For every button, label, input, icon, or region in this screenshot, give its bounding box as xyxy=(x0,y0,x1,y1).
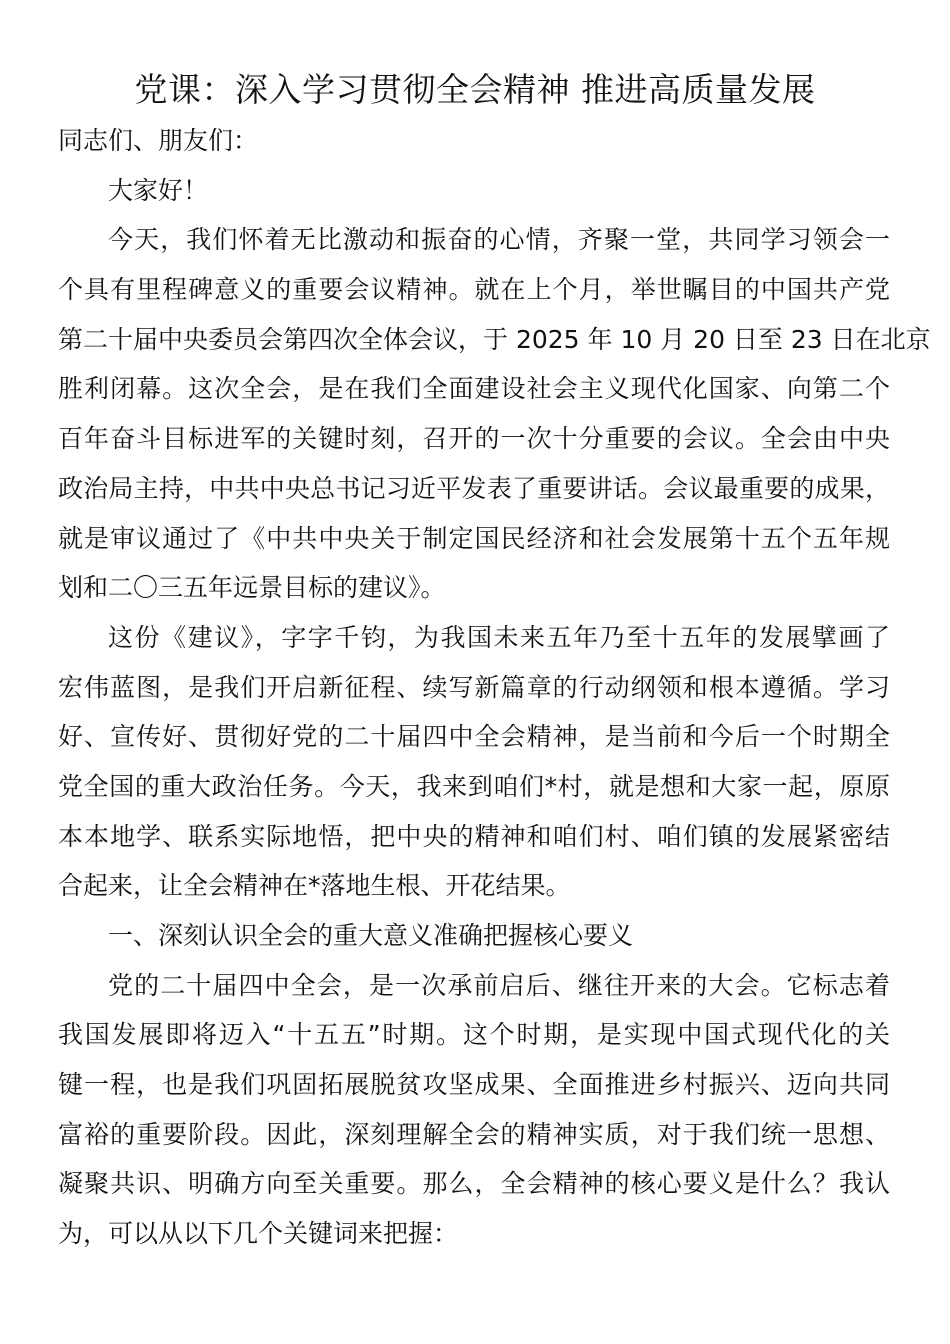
text-line: 本本地学、联系实际地悟，把中央的精神和咱们村、咱们镇的发展紧密结 xyxy=(58,821,890,851)
text-line: 政治局主持，中共中央总书记习近平发表了重要讲话。会议最重要的成果， xyxy=(58,473,890,503)
text-line: 今天，我们怀着无比激动和振奋的心情，齐聚一堂，共同学习领会一 xyxy=(108,225,890,255)
text-line: 富裕的重要阶段。因此，深刻理解全会的精神实质，对于我们统一思想、 xyxy=(58,1119,890,1149)
text-line: 就是审议通过了《中共中央关于制定国民经济和社会发展第十五个五年规 xyxy=(58,523,890,553)
document-title: 党课：深入学习贯彻全会精神 推进高质量发展 xyxy=(134,70,816,109)
text-line: 胜利闭幕。这次全会，是在我们全面建设社会主义现代化国家、向第二个 xyxy=(58,374,890,404)
text-line: 凝聚共识、明确方向至关重要。那么，全会精神的核心要义是什么？我认 xyxy=(58,1169,890,1199)
document-body xyxy=(58,116,931,1259)
salutation: 同志们、朋友们： xyxy=(58,126,259,155)
text-line: 划和二〇三五年远景目标的建议》。 xyxy=(58,573,446,603)
greeting: 大家好！ xyxy=(108,175,209,205)
text-line: 键一程，也是我们巩固拓展脱贫攻坚成果、全面推进乡村振兴、迈向共同 xyxy=(58,1070,890,1100)
text-line: 合起来，让全会精神在*落地生根、开花结果。 xyxy=(58,871,571,901)
text-line: 这份《建议》，字字千钧，为我国未来五年乃至十五年的发展擘画了 xyxy=(108,622,890,652)
text-line: 我国发展即将迈入“十五五”时期。这个时期，是实现中国式现代化的关 xyxy=(58,1020,890,1050)
section-heading: 一、深刻认识全会的重大意义准确把握核心要义 xyxy=(108,921,634,950)
paragraph-proposal xyxy=(58,613,890,911)
text-line: 党的二十届四中全会，是一次承前启后、继往开来的大会。它标志着 xyxy=(108,970,890,1000)
text-line: 党全国的重大政治任务。今天，我来到咱们*村，就是想和大家一起，原原 xyxy=(58,771,890,801)
text-line: 好、宣传好、贯彻好党的二十届四中全会精神，是当前和今后一个时期全 xyxy=(58,722,890,752)
text-line: 第二十届中央委员会第四次全体会议，于 2025 年 10 月 20 日至 23 日在北京 xyxy=(58,324,931,354)
text-line: 个具有里程碑意义的重要会议精神。就在上个月，举世瞩目的中国共产党 xyxy=(58,275,890,305)
text-line: 为，可以从以下几个关键词来把握： xyxy=(58,1219,459,1249)
text-line: 百年奋斗目标进军的关键时刻，召开的一次十分重要的会议。全会由中央 xyxy=(58,424,890,454)
text-line: 宏伟蓝图，是我们开启新征程、续写新篇章的行动纲领和根本遵循。学习 xyxy=(58,672,890,702)
paragraph-section-one xyxy=(58,961,890,1259)
paragraph-intro xyxy=(58,215,931,613)
